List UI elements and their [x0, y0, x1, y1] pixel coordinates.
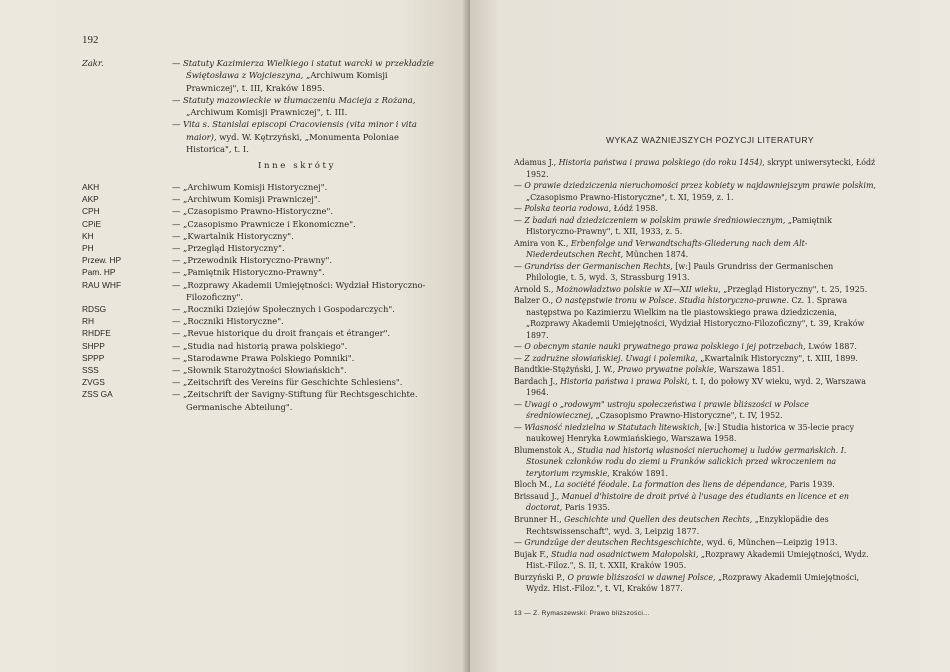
abbreviation-dash: — [172, 243, 184, 254]
page-number: 192 [82, 34, 99, 46]
entry-author: — [514, 261, 525, 271]
entry-title: Manuel d'histoire de droit privé à l'usage des étudiants en licence et en doctorat, [526, 491, 849, 513]
abbreviation-text: „Starodawne Prawa Polskiego Pomniki". [183, 352, 355, 363]
abbreviation-dash: — [172, 279, 184, 290]
bibliography-entry [514, 215, 876, 238]
source-details: wyd. W. Kętrzyński, „Monumenta Poloniae Historica", t. I. [186, 131, 399, 155]
abbreviation-code: AKP [82, 194, 99, 205]
entry-author: Bardach J., [514, 376, 561, 386]
abbreviation-code: KH [82, 230, 94, 241]
entry-details: „Czasopismo Prawno-Historyczne", t. IV, 1952. [593, 411, 783, 421]
source-dash: — [172, 58, 184, 68]
entry-details: „Przegląd Historyczny", t. 25, 1925. [720, 284, 868, 294]
abbreviation-dash: — [172, 377, 184, 388]
abbreviation-row [82, 218, 442, 230]
abbreviation-code: RAU WHF [82, 279, 122, 290]
abbreviation-description [172, 340, 442, 352]
abbreviation-description [172, 388, 442, 412]
abbreviation-description [172, 205, 442, 217]
abbreviation-row [82, 340, 442, 352]
entry-details: „Kwartalnik Historyczny", t. XIII, 1899. [697, 353, 858, 363]
entry-author: — [514, 204, 525, 214]
abbreviation-text: „Archiwum Komisji Historycznej". [183, 182, 328, 192]
source-details: „Archiwum Komisji Prawniczej", t. III, Kraków 1895. [186, 70, 388, 93]
entry-details: „Enzyklopädie des Rechtswissenschaft", wyd. 3, Leipzig 1877. [526, 514, 829, 536]
source-title: Vita s. Stanislai episcopi Cracoviensis (vita minor i vita maior), [183, 119, 417, 142]
abbreviation-text: „Słownik Starożytności Słowiańskich". [183, 365, 347, 376]
abbreviation-row [82, 315, 442, 327]
entry-details: Warszawa 1851. [716, 365, 785, 375]
source-title: Statuty mazowieckie w tłumaczeniu Macieja z Rożana, [183, 94, 416, 105]
bibliography-entry [514, 157, 876, 180]
entry-title: Prawo prywatne polskie, [617, 365, 717, 375]
bibliography-title: WYKAZ WAŻNIEJSZYCH POZYCJI LITERATURY [605, 135, 815, 145]
abbreviation-dash: — [172, 304, 184, 315]
entry-details: Paris 1935. [562, 503, 610, 513]
abbreviation-dash: — [172, 316, 184, 327]
abbreviation-dash: — [172, 340, 184, 351]
abbreviation-dash: — [172, 328, 184, 339]
abbreviation-text: „Roczniki Historyczne". [183, 316, 284, 327]
abbreviation-text: „Archiwum Komisji Prawniczej". [183, 194, 321, 205]
abbreviation-row [82, 181, 442, 193]
abbreviation-dash: — [172, 352, 184, 363]
abbreviation-text: „Rozprawy Akademii Umiejętności: Wydział Historyczno-Filozoficzny". [183, 279, 426, 302]
sources-label: Zakr. [82, 58, 104, 68]
bibliography-entry [514, 491, 876, 514]
entry-author: Adamus J., [514, 158, 559, 167]
entry-details: Lwów 1887. [805, 342, 857, 352]
entry-details: wyd. 6, München—Leipzig 1913. [703, 538, 838, 548]
abbreviation-code: SSS [82, 365, 99, 376]
abbreviation-text: „Kwartalnik Historyczny". [183, 230, 294, 241]
abbreviations-list [82, 181, 442, 413]
abbreviation-description [172, 279, 442, 303]
sources-block [82, 57, 442, 155]
abbreviation-description [172, 266, 442, 278]
sources-list [172, 57, 442, 155]
entry-author: Amira von K., [514, 238, 571, 248]
abbreviation-text: „Pamiętnik Historyczno-Prawny". [183, 267, 325, 278]
abbreviation-row [82, 205, 442, 217]
printer-signature: 13 — Z. Rymaszewski: Prawo bliższości... [514, 610, 650, 617]
entry-details: „Czasopismo Prawno-Historyczne", t. XI, 1959, z. 1. [526, 192, 734, 202]
bibliography-entry [514, 364, 876, 376]
abbreviation-row [82, 388, 442, 412]
abbreviation-row [82, 254, 442, 266]
abbreviation-code: CPH [82, 206, 100, 217]
entry-author: — [514, 342, 525, 352]
abbreviation-text: „Studia nad historią prawa polskiego". [183, 340, 348, 351]
abbreviation-description [172, 315, 442, 327]
entry-title: O prawie bliższości w dawnej Polsce, [567, 572, 716, 582]
bibliography-entry [514, 180, 876, 203]
bibliography-list [514, 157, 876, 595]
abbreviation-dash: — [172, 255, 184, 266]
abbreviation-row [82, 266, 442, 278]
entry-title: Z badań nad dziedziczeniem w polskim prawie średniowiecznym, [524, 215, 786, 225]
abbreviation-code: RHDFE [82, 328, 111, 339]
entry-details: t. I, do połowy XV wieku, wyd. 2, Warszawa 1964. [526, 376, 866, 398]
abbreviation-text: „Czasopismo Prawnicze i Ekonomiczne". [183, 218, 356, 229]
abbreviation-code: ZSS GA [82, 389, 113, 400]
bibliography-entry [514, 572, 876, 595]
abbreviation-dash: — [172, 389, 184, 400]
abbreviation-dash: — [172, 218, 184, 229]
entry-title: Z zadrużne słowiańskiej. Uwagi i polemika, [524, 353, 698, 363]
entry-title: Geschichte und Quellen des deutschen Rechts, [564, 514, 753, 524]
entry-details: Łódź 1958. [611, 204, 658, 214]
abbreviation-dash: — [172, 267, 184, 278]
abbreviation-code: RH [82, 316, 95, 327]
abbreviation-code: CPiE [82, 218, 102, 229]
abbreviation-dash: — [172, 182, 184, 192]
abbreviation-row [82, 193, 442, 205]
source-entry [172, 57, 442, 94]
abbreviation-description [172, 303, 442, 315]
abbreviation-code: ZVGS [82, 377, 105, 388]
abbreviation-code: AKH [82, 182, 100, 192]
bibliography-entry [514, 479, 876, 491]
abbreviation-dash: — [172, 194, 184, 205]
abbreviation-text: „Zeitschrift der Savigny-Stiftung für Rechtsgeschichte. Germanische Abteilung". [183, 389, 418, 412]
abbreviation-dash: — [172, 365, 184, 376]
abbreviation-row [82, 303, 442, 315]
abbreviation-description [172, 327, 442, 339]
entry-author: — [514, 399, 525, 409]
entry-details: Paris 1939. [787, 480, 835, 490]
entry-title: Grundzüge der deutschen Rechtsgeschichte, [524, 538, 704, 548]
abbreviation-dash: — [172, 230, 184, 241]
abbreviation-description [172, 364, 442, 376]
entry-title: Grundriss der Germanischen Rechts, [524, 261, 673, 271]
bibliography-entry [514, 341, 876, 353]
entry-author: — [514, 181, 525, 191]
entry-details: Kraków 1891. [609, 468, 669, 478]
entry-title: Własność niedzielna w Statutach litewskich, [524, 422, 702, 432]
entry-author: Arnold S., [514, 284, 557, 294]
abbreviation-text: „Zeitschrift des Vereins für Geschichte Schlesiens". [183, 377, 403, 388]
abbreviation-code: PH [82, 243, 94, 254]
abbreviation-text: „Przewodnik Historyczno-Prawny". [183, 255, 333, 266]
bibliography-entry [514, 549, 876, 572]
abbreviation-description [172, 218, 442, 230]
entry-author: Brunner H., [514, 514, 565, 524]
entry-details: „Rozprawy Akademii Umiejętności, Wydz. Hist.-Filoz.", S. II, t. XXII, Kraków 1905. [526, 549, 869, 571]
entry-details: skrypt uniwersytecki, Łódź 1952. [526, 158, 876, 179]
abbreviation-code: Pam. HP [82, 267, 116, 278]
abbreviation-row [82, 242, 442, 254]
bibliography-entry [514, 238, 876, 261]
entry-details: [w:] Pauls Grundriss der Germanischen Philologie, t. 5, wyd. 3, Strassburg 1913. [526, 261, 834, 283]
entry-title: Studia nad osadnictwem Małopolski, [551, 549, 699, 559]
entry-author: Bandtkie-Stężyński, J. W., [514, 365, 618, 375]
abbreviation-description [172, 376, 442, 388]
bibliography-entry [514, 353, 876, 365]
entry-title: Uwagi o „rodowym" ustroju społeczeństwa i prawie bliższości w Polsce średniowiecznej, [524, 399, 809, 421]
abbreviation-row [82, 279, 442, 303]
abbreviations-heading: Inne skróty [257, 161, 337, 171]
bibliography-entry [514, 537, 876, 549]
abbreviation-description [172, 193, 442, 205]
entry-author: — [514, 422, 525, 432]
abbreviation-code: Przew. HP [82, 255, 122, 266]
abbreviation-description [172, 352, 442, 364]
bibliography-entry [514, 445, 876, 480]
source-title: Statuty Kazimierza Wielkiego i statut warcki w przekładzie Świętosława z Wojcieszyna, [183, 58, 435, 81]
entry-details: „Rozprawy Akademii Umiejętności, Wydz. Hist.-Filoz.", t. VI, Kraków 1877. [526, 572, 860, 594]
entry-title: O prawie dziedziczenia nieruchomości przez kobiety w najdawniejszym prawie polskim, [524, 181, 876, 191]
entry-author: Brissaud J., [514, 491, 562, 501]
bibliography-entry [514, 514, 876, 537]
entry-details: Cz. 1. Sprawa następstwa po Kazimierzu Wielkim na tle piastowskiego prawa dziedziczenia, „Rozprawy Akademii Umiejętności, Wydział Historyczno-Filozoficzny", t. 39, Kraków 1897. [526, 296, 865, 340]
abbreviation-description [172, 242, 442, 254]
abbreviation-description [172, 181, 442, 193]
entry-title: Historia państwa i prawa Polski, [560, 376, 690, 386]
bibliography-entry [514, 399, 876, 422]
entry-title: O następstwie tronu w Polsce. Studia historyczno-prawne. [555, 296, 789, 306]
bibliography-entry [514, 284, 876, 296]
abbreviation-text: „Przegląd Historyczny". [183, 243, 285, 254]
bibliography-entry [514, 422, 876, 445]
source-entry [172, 118, 442, 155]
abbreviation-row [82, 327, 442, 339]
entry-author: — [514, 538, 525, 548]
bibliography-entry [514, 376, 876, 399]
entry-title: Historia państwa i prawa polskiego (do roku 1454), [558, 158, 765, 167]
entry-title: Możnowładztwo polskie w XI—XII wieku, [556, 284, 721, 294]
entry-title: O obecnym stanie nauki prywatnego prawa polskiego i jej potrzebach, [524, 342, 806, 352]
abbreviation-text: „Roczniki Dziejów Społecznych i Gospodarczych". [183, 304, 395, 315]
left-page [0, 0, 470, 672]
source-dash: — [172, 119, 184, 130]
entry-details: „Pamiętnik Historyczno-Prawny", t. XII, 1933, z. 5. [526, 215, 832, 237]
entry-title: Studia nad historią własności nieruchomej u ludów germańskich. I. Stosunek członków rodu do ziemi u Franków salickich przed wkroczeniem na terytorium rzymskie, [526, 445, 847, 478]
entry-author: Burzyński P., [514, 572, 568, 582]
abbreviation-text: „Revue historique du droit français et étranger". [183, 328, 391, 339]
bibliography-entry [514, 261, 876, 284]
bibliography-entry [514, 203, 876, 215]
entry-title: Erbenfolge und Verwandtschafts-Gliederung nach dem Alt-Niederdeutschen Recht, [526, 238, 808, 260]
source-details: „Archiwum Komisji Prawniczej", t. III. [186, 107, 348, 118]
entry-title: La société féodale. La formation des liens de dépendance, [554, 480, 788, 490]
entry-author: Bujak F., [514, 549, 552, 559]
entry-details: München 1874. [623, 250, 689, 260]
source-entry [172, 94, 442, 119]
abbreviation-row [82, 230, 442, 242]
entry-author: — [514, 215, 525, 225]
source-dash: — [172, 94, 184, 105]
entry-author: — [514, 353, 525, 363]
abbreviation-description [172, 254, 442, 266]
entry-details: [w:] Studia historica w 35-lecie pracy naukowej Henryka Łowmiańskiego, Warszawa 1958. [526, 422, 855, 444]
abbreviation-description [172, 230, 442, 242]
entry-author: Blumenstok A., [514, 445, 578, 455]
abbreviation-code: SHPP [82, 340, 105, 351]
abbreviation-row [82, 376, 442, 388]
abbreviation-row [82, 352, 442, 364]
abbreviation-code: SPPP [82, 352, 105, 363]
abbreviation-row [82, 364, 442, 376]
bibliography-entry [514, 295, 876, 341]
abbreviation-dash: — [172, 206, 184, 217]
abbreviation-text: „Czasopismo Prawno-Historyczne". [183, 206, 333, 217]
entry-author: Bloch M., [514, 480, 555, 490]
abbreviation-code: RDSG [82, 304, 107, 315]
entry-author: Balzer O., [514, 296, 556, 306]
entry-title: Polska teoria rodowa, [524, 204, 612, 214]
